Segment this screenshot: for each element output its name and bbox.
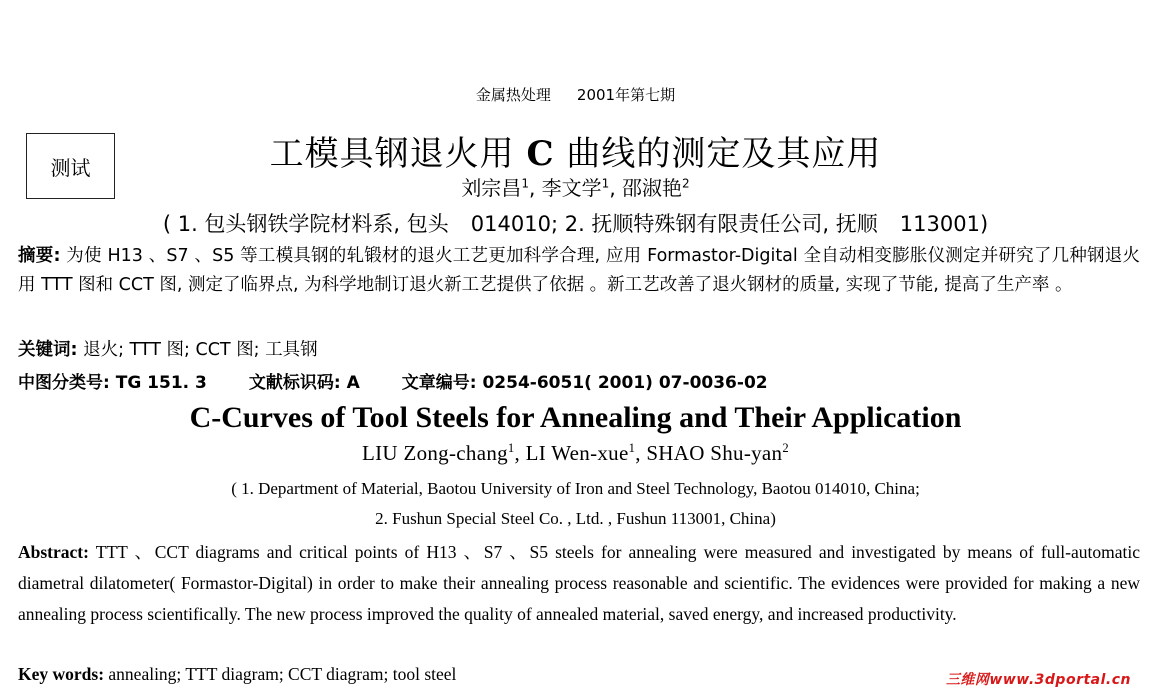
author-en-1-sup: 1 <box>507 441 515 455</box>
keywords-english <box>18 664 456 685</box>
title-english: C-Curves of Tool Steels for Annealing and Their Application <box>189 401 962 434</box>
author-cn-2-sup: 1 <box>601 176 610 191</box>
article-number: 文章编号: 0254-6051( 2001) 07-0036-02 <box>401 373 768 393</box>
abstract-cn-text: 为使 H13 、S7 、S5 等工模具钢的轧锻材的退火工艺更加科学合理, 应用 Formastor-Digital 全自动相变膨胀仪测定并研究了几种钢退火用 TTT 图和 CCT 图, 测定了临界点, 为科学地制订退火新工艺提供了依据 。新工艺改善了退火钢材的质量, 实现了节能, 提高了生产率 。 <box>18 246 1141 295</box>
author-en-3-sup: 2 <box>782 441 789 455</box>
authors-english <box>0 441 1151 466</box>
keywords-en-label: Key words: <box>18 664 105 684</box>
affil-cn-zip2: 113001) <box>899 212 989 236</box>
abstract-chinese <box>18 242 1140 300</box>
author-cn-3-sup: 2 <box>682 176 690 191</box>
affil-cn-zip1: 014010; <box>470 212 559 236</box>
author-cn-sep: , <box>528 176 542 200</box>
title-cn-pre: 工模具钢退火用 <box>269 134 515 174</box>
author-cn-1-sup: 1 <box>521 176 529 191</box>
clc-number: 中图分类号: TG 151. 3 <box>18 373 207 393</box>
journal-issue: 2001年第七期 <box>576 86 676 104</box>
abstract-en-label: Abstract: <box>18 542 89 562</box>
author-cn-3: 邵淑艳 <box>622 176 683 200</box>
abstract-cn-label: 摘要: <box>18 246 61 266</box>
affil-cn-part1: ( 1. 包头钢铁学院材料系, 包头 <box>162 212 449 236</box>
author-cn-1: 刘宗昌 <box>461 176 522 200</box>
title-cn-post: 曲线的测定及其应用 <box>566 134 882 174</box>
author-en-sep: , <box>514 441 526 465</box>
keywords-chinese <box>18 336 318 361</box>
author-cn-sep: , <box>609 176 623 200</box>
journal-name: 金属热处理 <box>475 86 551 104</box>
affiliation-english-line2: 2. Fushun Special Steel Co. , Ltd. , Fushun 113001, China) <box>375 509 776 528</box>
site-watermark: 三维网www.3dportal.cn <box>945 672 1131 688</box>
affiliation-english-line1: ( 1. Department of Material, Baotou University of Iron and Steel Technology, Baotou 014010, China; <box>231 479 920 498</box>
title-chinese <box>0 126 1151 175</box>
author-en-2-sup: 1 <box>628 441 636 455</box>
author-en-3: SHAO Shu-yan <box>646 441 783 465</box>
author-cn-2: 李文学 <box>541 176 602 200</box>
keywords-cn-label: 关键词: <box>18 340 78 360</box>
author-en-sep: , <box>635 441 647 465</box>
abstract-english <box>18 537 1140 630</box>
classification-line <box>18 368 768 393</box>
abstract-en-text: TTT 、CCT diagrams and critical points of H13 、S7 、S5 steels for annealing were measured and investigated by means of full-automatic diametral dilatometer( Formastor-Digital) in order to make their annealing process reasonable and scientific. The evidences were provided for making a new annealing process scientifically. The new process improved the quality of annealed material, saved energy, and increased productivity. <box>18 542 1140 624</box>
keywords-en-text: annealing; TTT diagram; CCT diagram; tool steel <box>104 664 457 684</box>
author-en-1: LIU Zong-chang <box>362 441 508 465</box>
affiliation-chinese <box>0 208 1151 238</box>
test-stamp-label: 测试 <box>50 155 91 180</box>
journal-header <box>0 84 1151 105</box>
title-cn-c: C <box>526 134 555 174</box>
keywords-cn-text: 退火; TTT 图; CCT 图; 工具钢 <box>77 340 318 360</box>
author-en-2: LI Wen-xue <box>525 441 629 465</box>
document-code: 文献标识码: A <box>248 373 360 393</box>
affil-cn-part2: 2. 抚顺特殊钢有限责任公司, 抚顺 <box>564 212 878 236</box>
authors-chinese <box>0 172 1151 201</box>
